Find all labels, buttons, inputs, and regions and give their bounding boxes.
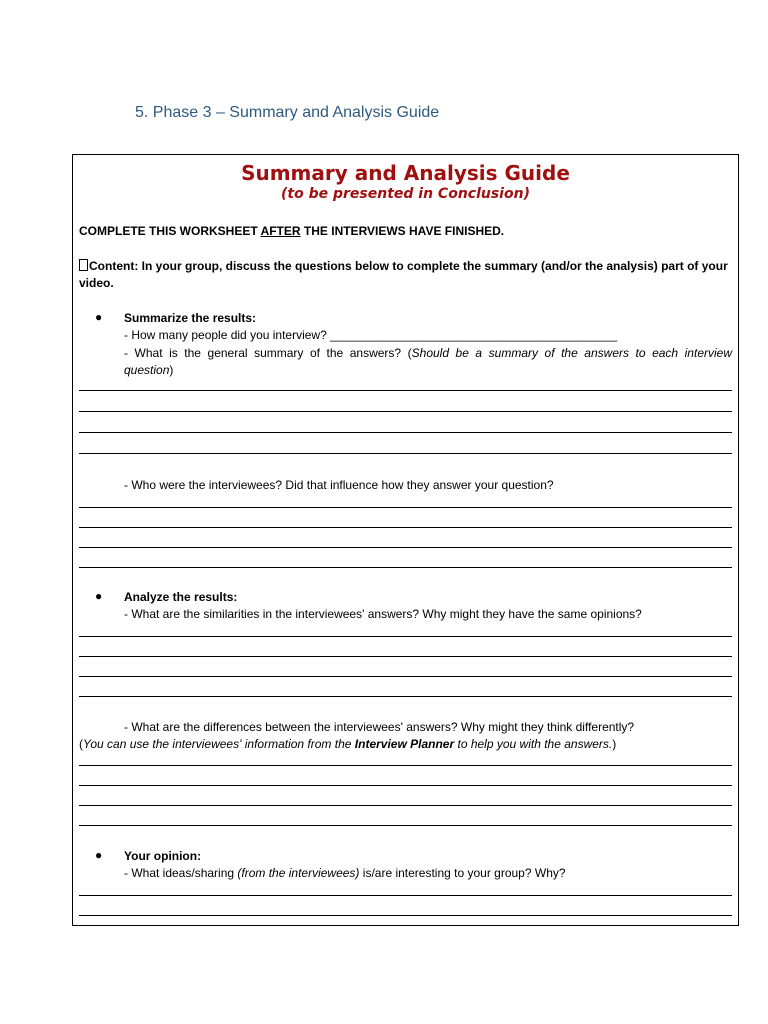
answer-line[interactable] — [79, 411, 732, 412]
content-marker-icon — [79, 259, 88, 271]
answer-line[interactable] — [79, 567, 732, 568]
worksheet-box — [72, 154, 739, 926]
interview-planner-ref: Interview Planner — [354, 737, 455, 751]
worksheet-subtitle: (to be presented in Conclusion) — [281, 186, 530, 202]
section-heading: 5. Phase 3 – Summary and Analysis Guide — [135, 104, 440, 121]
analyze-note-close: ) — [612, 737, 617, 751]
answer-line[interactable] — [79, 453, 732, 454]
summarize-question-1: - How many people did you interview? ___________________________________________ — [124, 328, 618, 342]
opinion-heading: Your opinion: — [124, 849, 202, 863]
bullet-icon: ● — [95, 589, 103, 603]
bullet-icon: ● — [95, 848, 103, 862]
opinion-q-post: is/are interesting to your group? Why? — [359, 866, 566, 880]
answer-line[interactable] — [79, 825, 732, 826]
answer-line[interactable] — [79, 656, 732, 657]
opinion-q-italic: (from the interviewees) — [237, 866, 360, 880]
answer-line[interactable] — [79, 696, 732, 697]
instruction-post: THE INTERVIEWS HAVE FINISHED. — [300, 224, 505, 238]
analyze-note-open: ( — [79, 737, 83, 751]
summarize-q2-close: ) — [169, 363, 174, 377]
instruction-line — [79, 223, 504, 240]
summarize-question-3: - Who were the interviewees? Did that influence how they answer your question? — [124, 478, 554, 492]
summarize-q2-italic: Should be a summary of the answers to each interview — [411, 346, 732, 360]
answer-line[interactable] — [79, 895, 732, 896]
answer-line[interactable] — [79, 805, 732, 806]
summarize-question-2-cont — [124, 362, 173, 379]
answer-line[interactable] — [79, 765, 732, 766]
answer-line[interactable] — [79, 390, 732, 391]
answer-line[interactable] — [79, 785, 732, 786]
answer-line[interactable] — [79, 547, 732, 548]
content-line-2: video. — [79, 276, 114, 290]
opinion-q-pre: - What ideas/sharing — [124, 866, 238, 880]
analyze-note-italic-2: to help you with the answers. — [454, 737, 613, 751]
summarize-heading: Summarize the results: — [124, 311, 257, 325]
analyze-heading: Analyze the results: — [124, 590, 238, 604]
summarize-q2-italic-2: question — [124, 363, 170, 377]
analyze-question-2: - What are the differences between the interviewees' answers? Why might they think differently? — [124, 720, 635, 734]
answer-line[interactable] — [79, 676, 732, 677]
answer-line[interactable] — [79, 527, 732, 528]
analyze-note — [79, 736, 616, 753]
worksheet-title: Summary and Analysis Guide — [241, 161, 570, 185]
content-text: Content: In your group, discuss the questions below to complete the summary (and/or the analysis) part of your — [89, 259, 728, 273]
content-line-1 — [79, 258, 728, 275]
answer-line[interactable] — [79, 915, 732, 916]
summarize-question-2 — [124, 345, 732, 362]
answer-line[interactable] — [79, 636, 732, 637]
analyze-question-1: - What are the similarities in the interviewees' answers? Why might they have the same opinions? — [124, 607, 642, 621]
analyze-note-italic: You can use the interviewees' information from the — [83, 737, 355, 751]
opinion-question — [124, 865, 566, 882]
instruction-emphasis: AFTER — [260, 224, 301, 238]
instruction-pre: COMPLETE THIS WORKSHEET — [79, 224, 261, 238]
bullet-icon: ● — [95, 310, 103, 324]
summarize-q2-pre: - What is the general summary of the answers? ( — [124, 346, 412, 360]
answer-line[interactable] — [79, 507, 732, 508]
answer-line[interactable] — [79, 432, 732, 433]
